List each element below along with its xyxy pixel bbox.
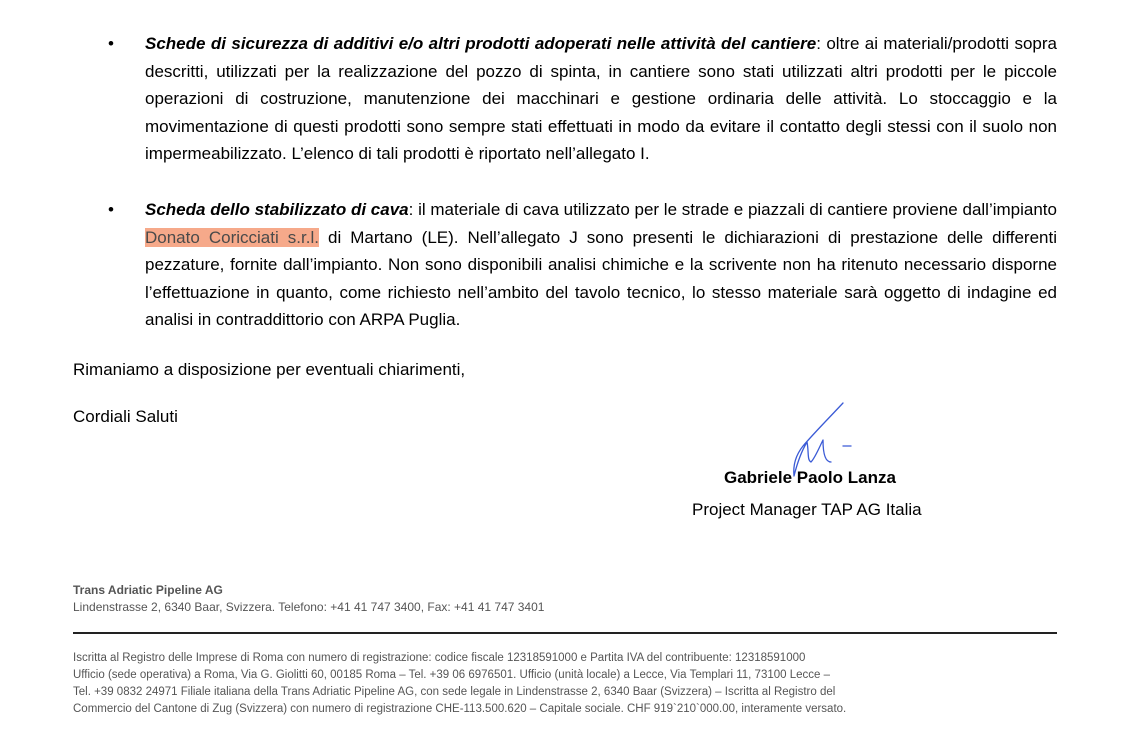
footer-legal-notice: [73, 650, 846, 718]
bullet-body: : oltre ai materiali/prodotti sopra descritti, utilizzati per la realizzazione del pozzo di spinta, in cantiere sono stati utilizzati altri prodotti per le piccole operazioni di costruzione, manutenzione dei macchinari e gestione ordinaria delle attività. Lo stoccaggio e la movimentazione di questi prodotti sono sempre stati effettuati in modo da evitare il contatto degli stessi con il suolo non impermeabilizzato. L’elenco di tali prodotti è riportato nell’allegato I.: [145, 34, 1058, 164]
bullet-paragraph-safety-sheets: [145, 30, 1057, 168]
highlighted-company-name: Donato Coricciati s.r.l.: [145, 227, 319, 247]
closing-sentence: Rimaniamo a disposizione per eventuali chiarimenti,: [73, 360, 466, 379]
footer-divider: [73, 632, 1057, 634]
bullet-title: Schede di sicurezza di additivi e/o altri prodotti adoperati nelle attività del cantiere: [145, 34, 817, 53]
bullet-marker: •: [108, 34, 114, 53]
bullet-body-after: di Martano (LE). Nell’allegato J sono presenti le dichiarazioni di prestazione delle differenti pezzature, fornite dall’impianto. Non sono disponibili analisi chimiche e la scrivente non ha ritenuto necessario disporne l’effettuazione in quanto, come richiesto nell’ambito del tavolo tecnico, lo stesso materiale sarà oggetto di indagine ed analisi in contraddittorio con ARPA Puglia.: [145, 227, 1057, 330]
footer-legal-line: Tel. +39 0832 24971 Filiale italiana della Trans Adriatic Pipeline AG, con sede legale in Lindenstrasse 2, 6340 Baar (Svizzera) – Iscritta al Registro del: [73, 686, 836, 698]
bullet-paragraph-quarry-material: [145, 196, 1057, 334]
greeting: Cordiali Saluti: [73, 407, 178, 426]
signer-name: Gabriele Paolo Lanza: [724, 468, 896, 487]
bullet-title: Scheda dello stabilizzato di cava: [145, 200, 409, 219]
footer-address: Lindenstrasse 2, 6340 Baar, Svizzera. Telefono: +41 41 747 3400, Fax: +41 41 747 3401: [73, 600, 545, 614]
signer-title: Project Manager TAP AG Italia: [692, 500, 922, 519]
footer-legal-line: Commercio del Cantone di Zug (Svizzera) con numero di registrazione CHE-113.500.620 – Capitale sociale. CHF 919`210`000.00, interamente versato.: [73, 703, 847, 715]
handwritten-signature: [785, 400, 865, 482]
footer-legal-line: Ufficio (sede operativa) a Roma, Via G. Giolitti 60, 00185 Roma – Tel. +39 06 6976501. Ufficio (unità locale) a Lecce, Via Templari 11, 73100 Lecce –: [73, 669, 831, 681]
bullet-body-before: : il materiale di cava utilizzato per le strade e piazzali di cantiere proviene dall’impianto: [408, 200, 1057, 219]
footer-legal-line: Iscritta al Registro delle Imprese di Roma con numero di registrazione: codice fiscale 12318591000 e Partita IVA del contribuente: 12318591000: [73, 652, 806, 664]
bullet-marker: •: [108, 200, 114, 219]
footer-company-name: Trans Adriatic Pipeline AG: [73, 583, 223, 597]
